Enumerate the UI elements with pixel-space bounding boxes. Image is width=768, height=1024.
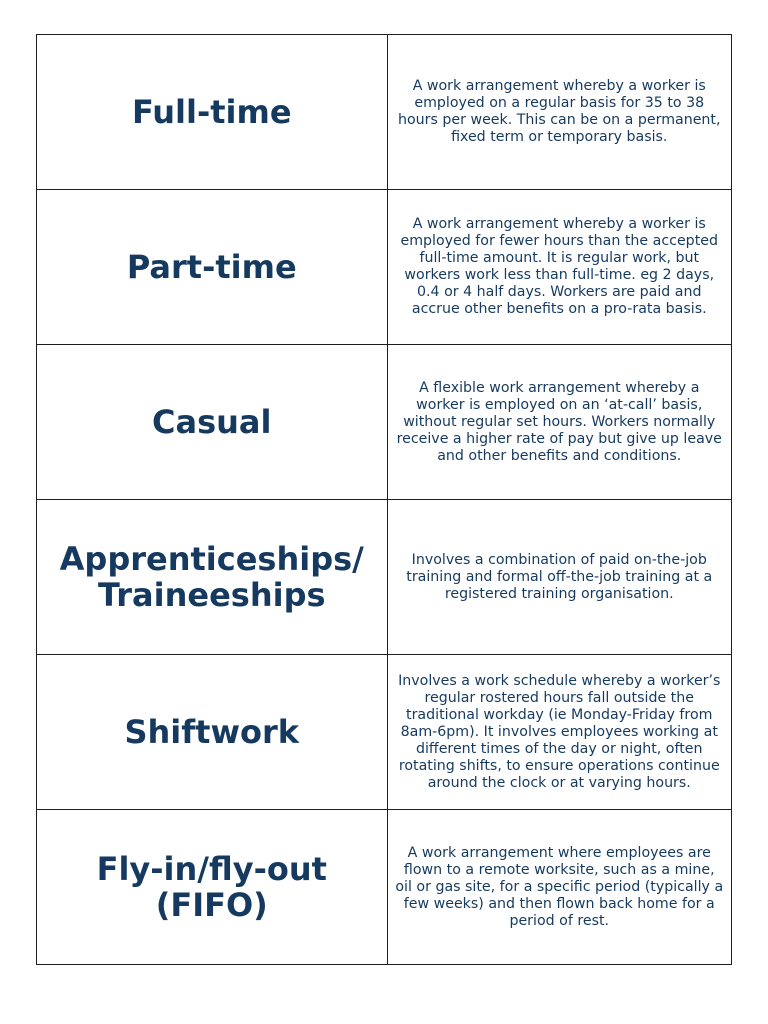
term-fifo: Fly-in/fly-out (FIFO): [37, 810, 388, 965]
term-apprenticeships: Apprenticeships/ Traineeships: [37, 500, 388, 655]
table-row: [37, 345, 732, 500]
term-part-time: Part-time: [37, 190, 388, 345]
definition-shiftwork: Involves a work schedule whereby a worker’s regular rostered hours fall outside the traditional workday (ie Monday-Friday from 8am-6pm). It involves employees working at different times of the day or night, often rotating shifts, to ensure operations continue around the clock or at varying hours.: [387, 655, 732, 810]
definition-casual: A flexible work arrangement whereby a worker is employed on an ‘at-call’ basis, without regular set hours. Workers normally receive a higher rate of pay but give up leave and other benefits and conditions.: [387, 345, 732, 500]
term-full-time: Full-time: [37, 35, 388, 190]
term-casual: Casual: [37, 345, 388, 500]
work-arrangements-table: [36, 34, 732, 965]
table-row: [37, 190, 732, 345]
term-shiftwork: Shiftwork: [37, 655, 388, 810]
table-row: [37, 655, 732, 810]
definition-part-time: A work arrangement whereby a worker is employed for fewer hours than the accepted full-time amount. It is regular work, but workers work less than full-time. eg 2 days, 0.4 or 4 half days. Workers are paid and accrue other benefits on a pro-rata basis.: [387, 190, 732, 345]
definition-full-time: A work arrangement whereby a worker is employed on a regular basis for 35 to 38 hours per week. This can be on a permanent, fixed term or temporary basis.: [387, 35, 732, 190]
table-row: [37, 35, 732, 190]
definition-fifo: A work arrangement where employees are flown to a remote worksite, such as a mine, oil or gas site, for a specific period (typically a few weeks) and then flown back home for a period of rest.: [387, 810, 732, 965]
table-row: [37, 810, 732, 965]
table-row: [37, 500, 732, 655]
definition-apprenticeships: Involves a combination of paid on-the-job training and formal off-the-job training at a registered training organisation.: [387, 500, 732, 655]
